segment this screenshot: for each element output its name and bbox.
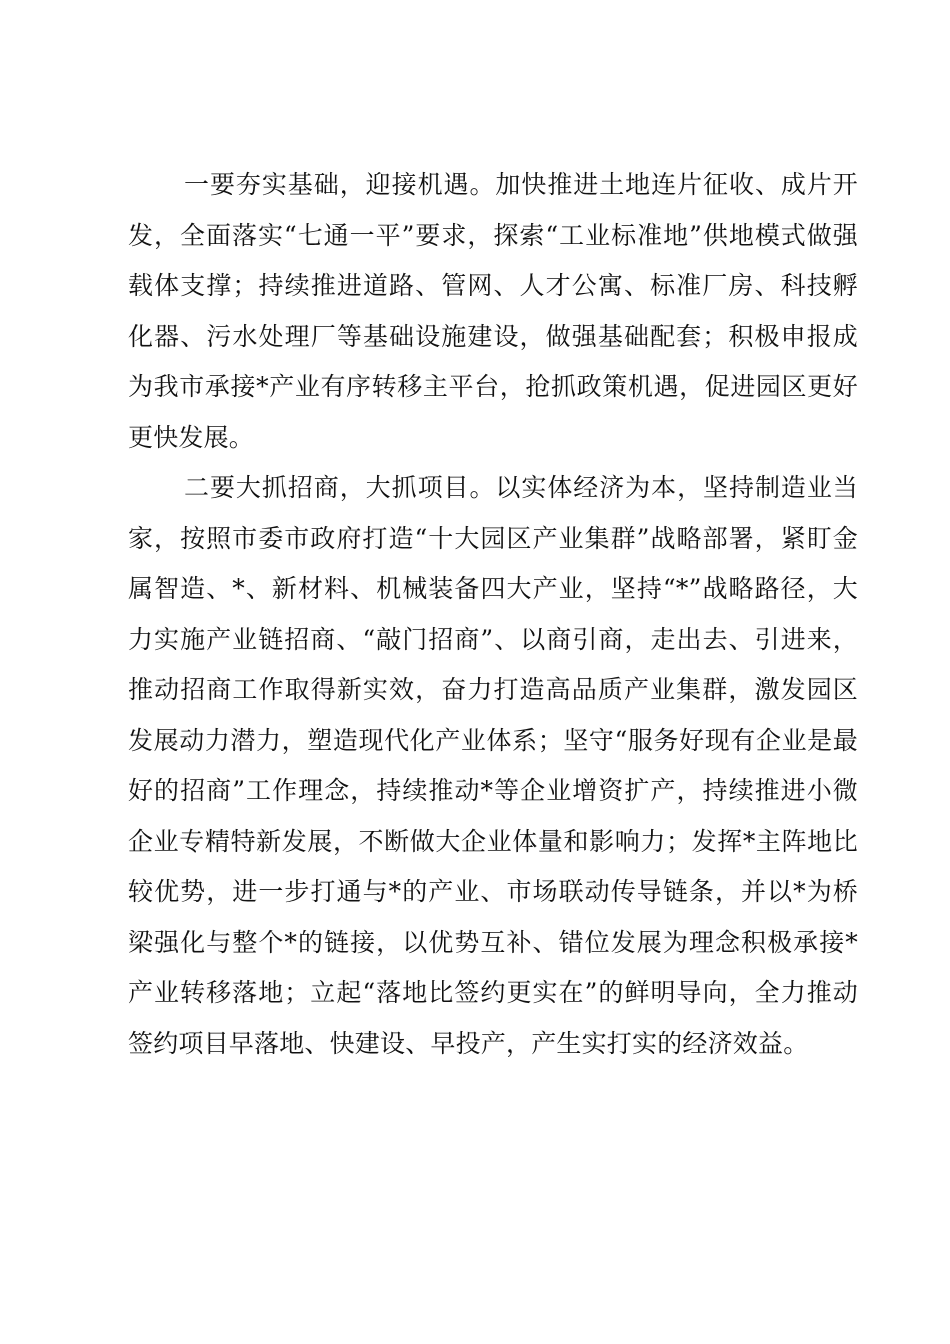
paragraph-investment: 二要大抓招商，大抓项目。以实体经济为本，坚持制造业当家，按照市委市政府打造“十大园区产业集群”战略部署，紧盯金属智造、*、新材料、机械装备四大产业，坚持“*”战略路径，大力实施产业链招商、“敲门招商”、以商引商，走出去、引进来，推动招商工作取得新实效，奋力打造高品质产业集群，激发园区发展动力潜力，塑造现代化产业体系；坚守“服务好现有企业是最好的招商”工作理念，持续推动*等企业增资扩产，持续推进小微企业专精特新发展，不断做大企业体量和影响力；发挥*主阵地比较优势，进一步打通与*的产业、市场联动传导链条，并以*为桥梁强化与整个*的链接，以优势互补、错位发展为理念积极承接*产业转移落地；立起“落地比签约更实在”的鲜明导向，全力推动签约项目早落地、快建设、早投产，产生实打实的经济效益。 [128, 473, 858, 1058]
document-body [128, 160, 858, 1069]
paragraph-foundation: 一要夯实基础，迎接机遇。加快推进土地连片征收、成片开发，全面落实“七通一平”要求，探索“工业标准地”供地模式做强载体支撑；持续推进道路、管网、人才公寓、标准厂房、科技孵化器、污水处理厂等基础设施建设，做强基础配套；积极申报成为我市承接*产业有序转移主平台，抢抓政策机遇，促进园区更好更快发展。 [128, 170, 858, 452]
